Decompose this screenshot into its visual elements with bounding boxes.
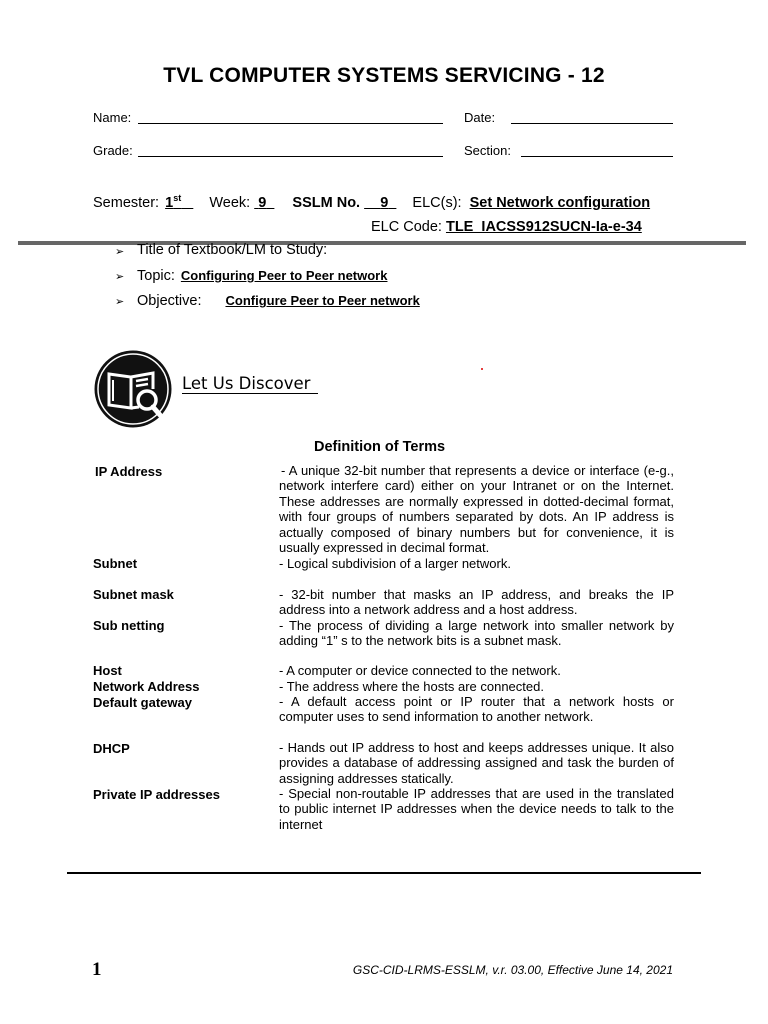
objective-bullet — [115, 293, 420, 309]
term-sub-netting: Sub netting — [93, 618, 165, 633]
objective-label: Objective: — [137, 293, 202, 309]
term-private-ip: Private IP addresses — [93, 787, 220, 802]
name-label: Name: — [93, 110, 132, 125]
elc-code-label: ELC Code: — [371, 219, 442, 235]
objective-value: Configure Peer to Peer network — [225, 293, 420, 308]
topic-bullet — [115, 268, 387, 284]
sslm-label: SSLM No. — [292, 194, 361, 211]
definitions-heading: Definition of Terms — [314, 439, 446, 455]
elc-label: ELC(s): — [412, 194, 462, 211]
arrow-bullet-icon: ➢ — [115, 296, 125, 308]
elc-code-row — [371, 219, 642, 235]
desc-dhcp: - Hands out IP address to host and keeps addresses unique. It also provides a database of addressing assigned and task the burden of assigning addresses statically. — [279, 740, 674, 786]
arrow-bullet-icon: ➢ — [115, 246, 125, 257]
term-network-address: Network Address — [93, 679, 200, 694]
elc-code-value: TLE_IACSS912SUCN-Ia-e-34 — [445, 219, 642, 235]
footer-divider — [67, 872, 701, 874]
let-us-discover-heading: Let Us Discover — [182, 374, 318, 394]
desc-subnet: - Logical subdivision of a larger network. — [279, 556, 511, 571]
term-host: Host — [93, 663, 122, 678]
red-dot-mark — [481, 368, 483, 370]
section-label: Section: — [464, 143, 511, 158]
term-ip-address: IP Address — [95, 464, 163, 479]
term-subnet: Subnet — [93, 556, 138, 571]
term-subnet-mask: Subnet mask — [93, 587, 174, 602]
date-line — [511, 123, 673, 124]
topic-value: Configuring Peer to Peer network — [180, 268, 388, 283]
sslm-value: 9 — [380, 194, 389, 211]
document-title: TVL COMPUTER SYSTEMS SERVICING - 12 — [163, 64, 605, 87]
semester-label: Semester: — [93, 194, 160, 211]
semester-row — [93, 193, 650, 211]
section-line — [521, 156, 673, 157]
week-label: Week: — [209, 194, 251, 211]
term-default-gateway: Default gateway — [93, 695, 192, 710]
name-line — [138, 123, 443, 124]
desc-network-address: - The address where the hosts are connected. — [279, 679, 544, 694]
elc-value: Set Network configuration — [469, 194, 651, 211]
desc-sub-netting: - The process of dividing a large network into smaller network by adding “1” s to the network bits is a subnet mask. — [279, 618, 674, 649]
book-magnifier-icon — [93, 349, 173, 429]
grade-label: Grade: — [93, 143, 133, 158]
desc-host: - A computer or device connected to the network. — [279, 663, 561, 678]
desc-subnet-mask: - 32-bit number that masks an IP address, and breaks the IP address into a network address and a host address. — [279, 587, 674, 618]
topic-label: Topic: — [137, 268, 175, 284]
term-dhcp: DHCP — [93, 741, 130, 756]
grade-line — [138, 156, 443, 157]
desc-private-ip: - Special non-routable IP addresses that are used in the translated to public internet IP addresses when the device needs to talk to the internet — [279, 786, 674, 832]
textbook-bullet: ➢ Title of Textbook/LM to Study: — [115, 243, 328, 257]
desc-ip-address: - A unique 32-bit number that represents a device or interface (e-g., network interfere card) either on your Intranet or on the Internet. These addresses are normally expressed in dotted-decimal format, with four groups of numbers separated by dots. An IP address is actually composed of binary numbers but for convenience, it is usually expressed in decimal format. — [279, 463, 674, 556]
week-value: 9 — [258, 194, 267, 211]
semester-value: 1st — [165, 193, 182, 211]
date-label: Date: — [464, 110, 496, 125]
document-code: GSC-CID-LRMS-ESSLM, v.r. 03.00, Effective June 14, 2021 — [352, 963, 673, 977]
arrow-bullet-icon: ➢ — [115, 271, 125, 283]
page-number: 1 — [92, 959, 102, 980]
desc-default-gateway: - A default access point or IP router that a network hosts or computer uses to send information to another network. — [279, 694, 674, 725]
